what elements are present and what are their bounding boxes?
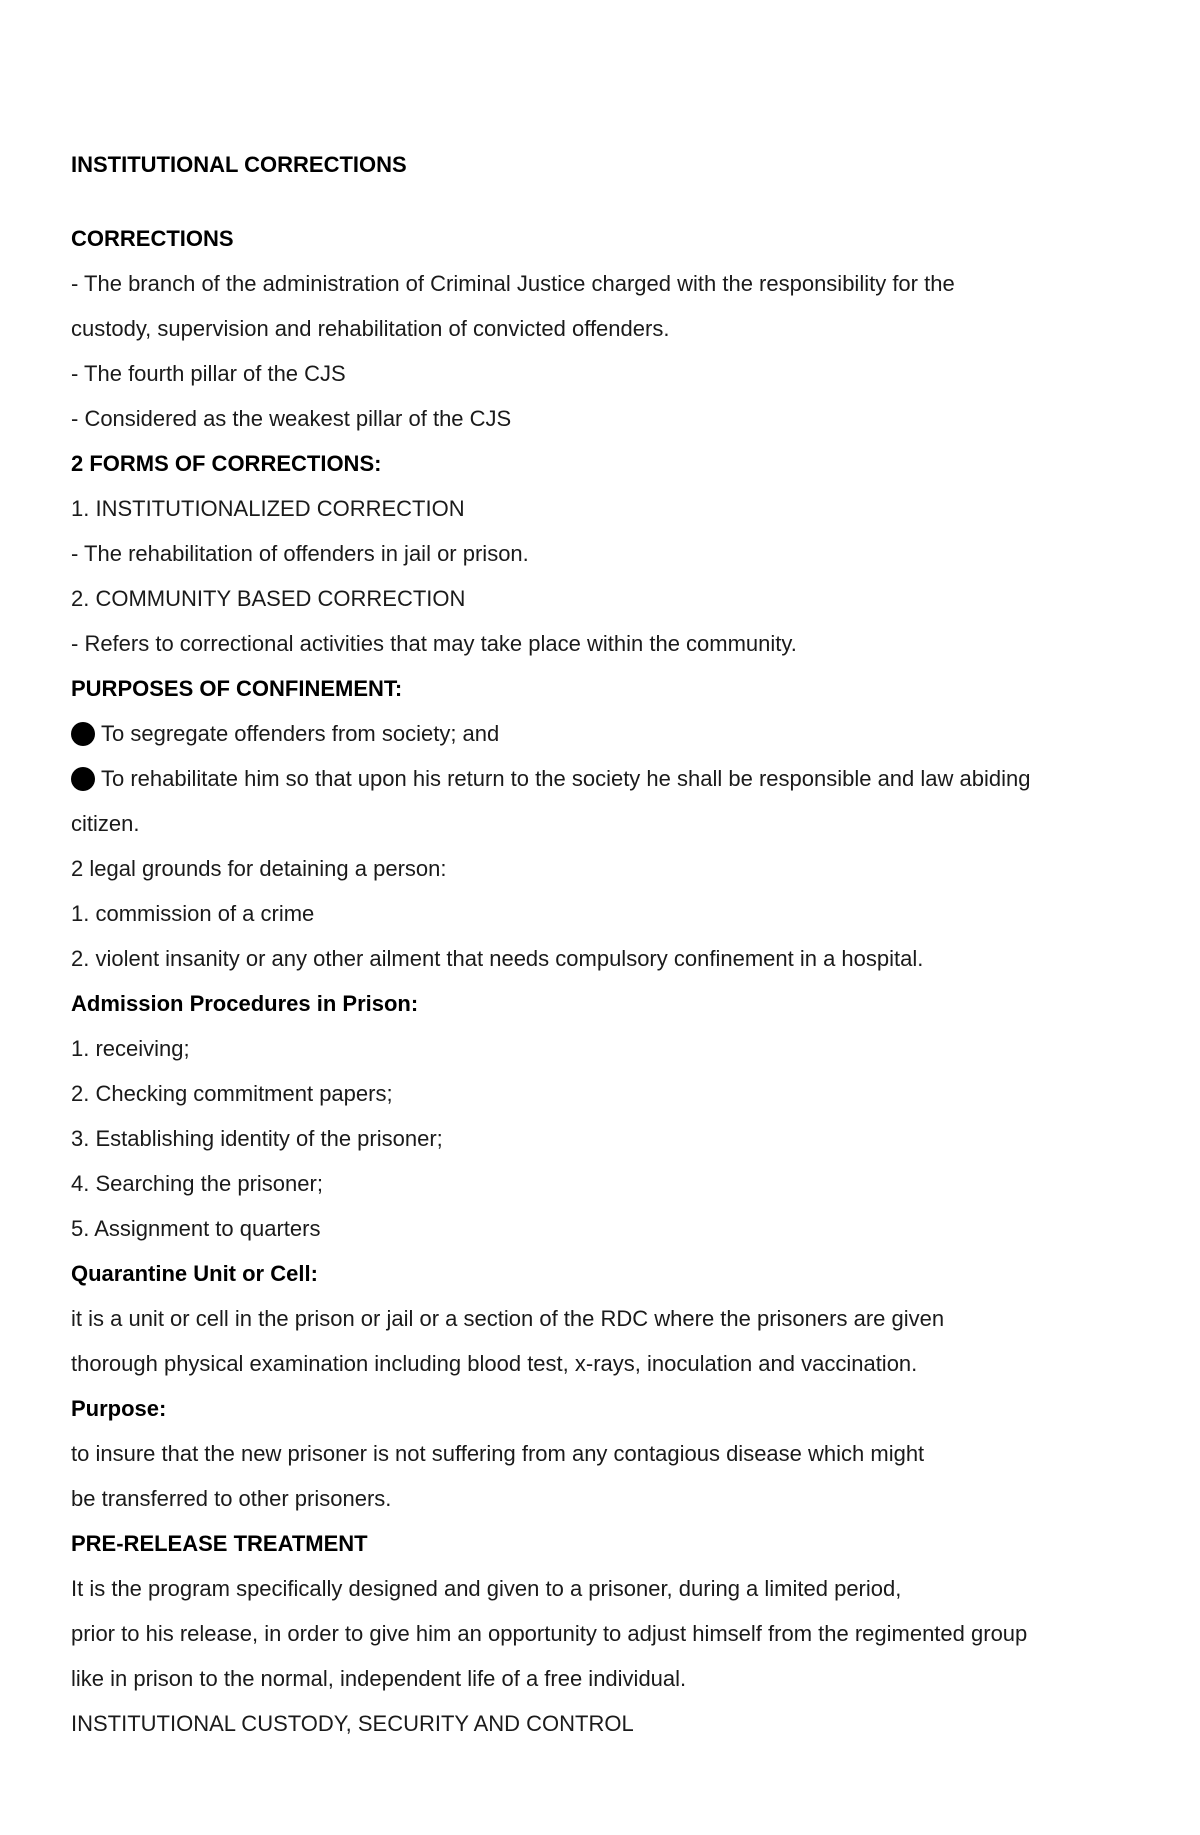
blank-line xyxy=(71,187,1131,216)
line-text: thorough physical examination including blood test, x-rays, inoculation and vaccination. xyxy=(71,1351,918,1376)
section-heading xyxy=(71,216,1131,261)
text-line xyxy=(71,1431,1131,1476)
line-text: CORRECTIONS xyxy=(71,226,234,251)
text-line xyxy=(71,756,1131,801)
section-heading xyxy=(71,1386,1131,1431)
line-text: - The fourth pillar of the CJS xyxy=(71,361,346,386)
section-heading xyxy=(71,142,1131,187)
text-line xyxy=(71,1116,1131,1161)
text-line xyxy=(71,1161,1131,1206)
text-line xyxy=(71,1656,1131,1701)
line-text: prior to his release, in order to give him an opportunity to adjust himself from the regimented group xyxy=(71,1621,1028,1646)
text-line xyxy=(71,1026,1131,1071)
line-text: 2 FORMS OF CORRECTIONS: xyxy=(71,451,382,476)
line-text: INSTITUTIONAL CORRECTIONS xyxy=(71,152,407,177)
line-text: 1. receiving; xyxy=(71,1036,190,1061)
line-text: - Refers to correctional activities that may take place within the community. xyxy=(71,631,797,656)
line-text: - The rehabilitation of offenders in jail or prison. xyxy=(71,541,529,566)
text-line xyxy=(71,531,1131,576)
line-text: - The branch of the administration of Criminal Justice charged with the responsibility for the xyxy=(71,271,955,296)
section-heading xyxy=(71,1521,1131,1566)
line-text: 1. commission of a crime xyxy=(71,901,315,926)
text-line xyxy=(71,936,1131,981)
text-line xyxy=(71,1341,1131,1386)
line-text: 2 legal grounds for detaining a person: xyxy=(71,856,447,881)
bullet-icon xyxy=(71,767,95,791)
text-line xyxy=(71,891,1131,936)
line-text: it is a unit or cell in the prison or jail or a section of the RDC where the prisoners are given xyxy=(71,1306,945,1331)
line-text: - Considered as the weakest pillar of the CJS xyxy=(71,406,512,431)
section-heading xyxy=(71,441,1131,486)
text-line xyxy=(71,1476,1131,1521)
text-line xyxy=(71,1611,1131,1656)
line-text: INSTITUTIONAL CUSTODY, SECURITY AND CONTROL xyxy=(71,1711,634,1736)
text-line xyxy=(71,711,1131,756)
line-text: To rehabilitate him so that upon his return to the society he shall be responsible and law abiding xyxy=(101,766,1031,791)
text-line xyxy=(71,576,1131,621)
text-line xyxy=(71,1296,1131,1341)
section-heading xyxy=(71,1251,1131,1296)
text-line xyxy=(71,621,1131,666)
text-line xyxy=(71,801,1131,846)
line-text: 5. Assignment to quarters xyxy=(71,1216,321,1241)
line-text: 2. COMMUNITY BASED CORRECTION xyxy=(71,586,466,611)
line-text: be transferred to other prisoners. xyxy=(71,1486,392,1511)
text-line xyxy=(71,1206,1131,1251)
text-line xyxy=(71,306,1131,351)
line-text: to insure that the new prisoner is not suffering from any contagious disease which might xyxy=(71,1441,925,1466)
line-text: To segregate offenders from society; and xyxy=(101,721,500,746)
line-text: 2. Checking commitment papers; xyxy=(71,1081,393,1106)
text-line xyxy=(71,1566,1131,1611)
text-line xyxy=(71,396,1131,441)
line-text: PURPOSES OF CONFINEMENT: xyxy=(71,676,403,701)
line-text: 2. violent insanity or any other ailment that needs compulsory confinement in a hospital. xyxy=(71,946,924,971)
section-heading xyxy=(71,666,1131,711)
text-line xyxy=(71,846,1131,891)
line-text: PRE-RELEASE TREATMENT xyxy=(71,1531,368,1556)
text-line xyxy=(71,351,1131,396)
line-text: 3. Establishing identity of the prisoner; xyxy=(71,1126,443,1151)
line-text: 1. INSTITUTIONALIZED CORRECTION xyxy=(71,496,465,521)
line-text: Admission Procedures in Prison: xyxy=(71,991,419,1016)
text-line xyxy=(71,486,1131,531)
line-text: 4. Searching the prisoner; xyxy=(71,1171,323,1196)
line-text: Purpose: xyxy=(71,1396,167,1421)
text-line xyxy=(71,1071,1131,1116)
line-text: Quarantine Unit or Cell: xyxy=(71,1261,318,1286)
line-text: It is the program specifically designed and given to a prisoner, during a limited period, xyxy=(71,1576,902,1601)
bullet-icon xyxy=(71,722,95,746)
document-body xyxy=(71,142,1131,1746)
text-line xyxy=(71,1701,1131,1746)
text-line xyxy=(71,261,1131,306)
section-heading xyxy=(71,981,1131,1026)
line-text: like in prison to the normal, independent life of a free individual. xyxy=(71,1666,687,1691)
line-text: citizen. xyxy=(71,811,140,836)
line-text: custody, supervision and rehabilitation of convicted offenders. xyxy=(71,316,670,341)
